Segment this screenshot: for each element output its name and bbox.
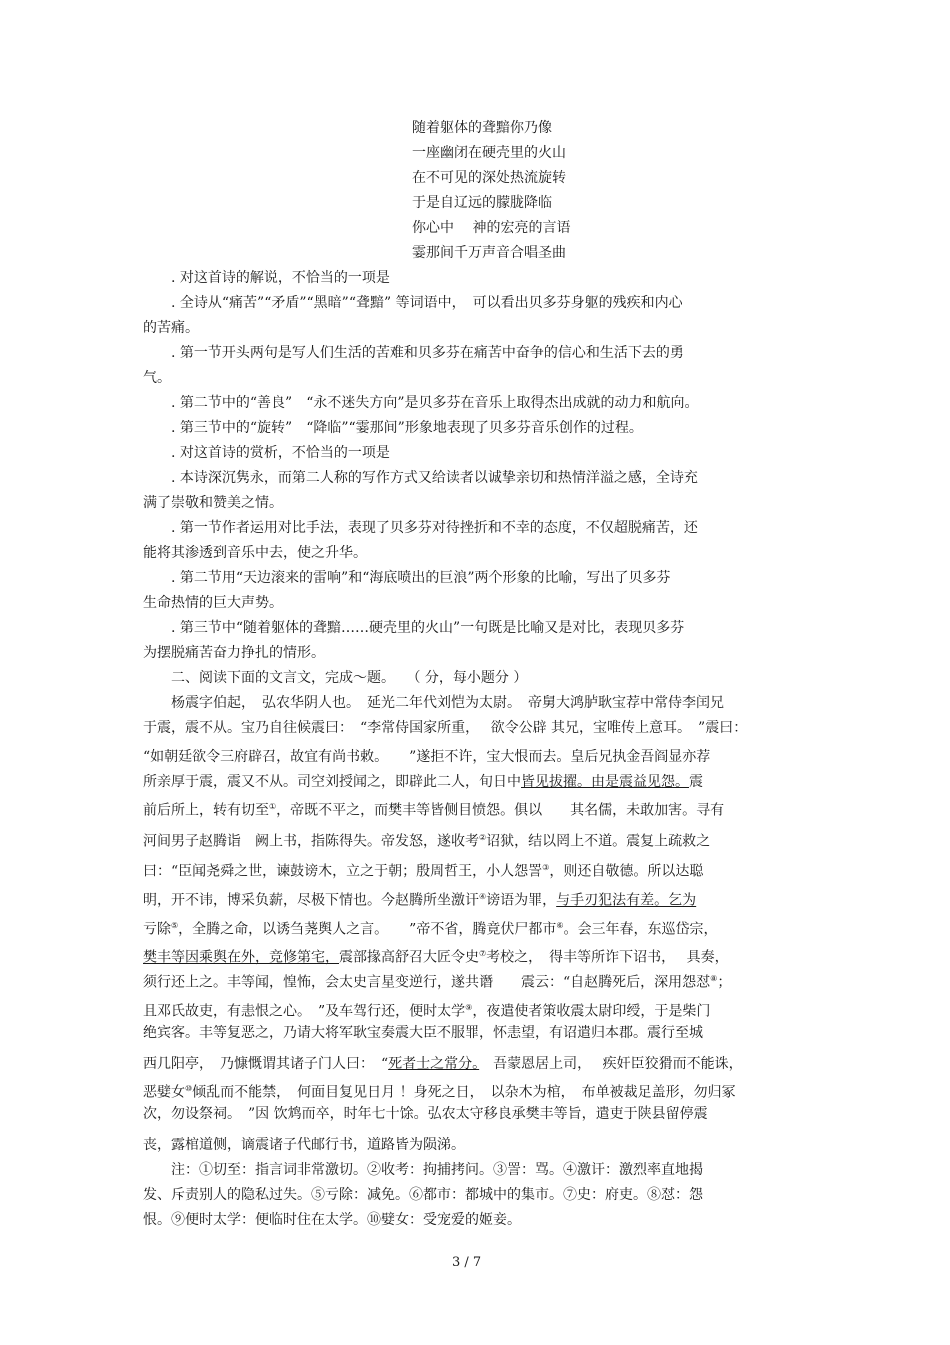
poem-line: 你心中 神的宏亮的言语 (412, 220, 571, 236)
footnote-marker: ⑧ (710, 974, 718, 983)
text-line (143, 887, 696, 911)
text-line: 丧，露棺道侧，谪震诸子代邮行书，道路皆为陨涕。 (143, 1137, 465, 1153)
option-a: . 本诗深沉隽永，而第二人称的写作方式又给读者以诚挚亲切和热情洋溢之感，全诗充 (171, 470, 698, 486)
footnote-marker: ③ (542, 863, 550, 872)
text-span: 亏除 (143, 921, 171, 938)
page-number: 3 / 7 (452, 1255, 482, 1270)
text-span: 恶嬖女 (143, 1084, 185, 1101)
text-line (143, 944, 729, 968)
text-span: 倾乱而不能禁， 何面目复见日月 ！身死之日， 以杂木为棺， 布单被裁足盖形，勿归冢 (192, 1084, 736, 1101)
footnote-marker: ⑥ (556, 921, 564, 930)
note-line: 恨。⑨便时太学：便临时住在太学。⑩嬖女：受宠爱的姬妾。 (143, 1212, 521, 1228)
option-d: . 第三节中的“旋转” “降临”“霎那间”形象地表现了贝多芬音乐创作的过程。 (171, 420, 643, 436)
text-line (143, 1054, 743, 1074)
text-span: 吾蒙恩居上司， 疾奸臣狡猾而不能诛， (479, 1056, 743, 1072)
text-span: 考校之， 得丰等所诈下诏书， 具奏， (486, 949, 729, 966)
option-b: . 第一节开头两句是写人们生活的苦难和贝多芬在痛苦中奋争的信心和生活下去的勇 (171, 345, 684, 361)
text-span: ； (717, 974, 732, 991)
text-line (143, 858, 703, 882)
footnote-marker: ⑦ (479, 949, 487, 958)
option-d-cont: 为摆脱痛苦奋力挣扎的情形。 (143, 645, 325, 661)
text-span: 河间男子赵腾诣 阙上书，指陈得失。帝发怒，遂收考 (143, 833, 479, 850)
footnote-marker: ① (269, 802, 277, 811)
text-line (143, 797, 724, 821)
footnote-marker: ④ (479, 892, 487, 901)
option-d: . 第三节中“随着躯体的聋黯……硬壳里的火山”一句既是比喻又是对比，表现贝多芬 (171, 620, 685, 636)
option-b: . 第一节作者运用对比手法，表现了贝多芬对待挫折和不幸的态度，不仅超脱痛苦，还 (171, 520, 698, 536)
poem-line: 随着躯体的聋黯你乃像 (412, 120, 552, 136)
text-span: 曰：“臣闻尧舜之世，谏鼓谤木，立之于朝；殷周哲王，小人怨詈 (143, 863, 543, 880)
underlined-sentence: 皆见拔擢。由是震益见怨。 (521, 774, 689, 790)
text-span: 须行还上之。丰等闻，惶怖，会太史言星变逆行，遂共谮 震云：“自赵腾死后，深用怨怼 (143, 974, 711, 991)
underlined-sentence: 与手刃犯法有差。乞为 (556, 892, 697, 909)
text-line: “如朝廷欲令三府辟召，故宜有尚书敕。 ”遂拒不许，宝大恨而去。皇后兄执金吾阎显亦荐 (143, 749, 711, 765)
footnote-marker: ⑩ (185, 1084, 193, 1093)
option-c-cont: 生命热情的巨大声势。 (143, 595, 283, 611)
text-span: 且邓氏故吏，有恚恨之心。 ”及车驾行还，便时太学 (143, 1003, 466, 1020)
text-line: 杨震字伯起， 弘农华阴人也。 延光二年代刘恺为太尉。 帝舅大鸿胪耿宝荐中常侍李闰兄 (171, 695, 724, 711)
option-a: . 全诗从“痛苦”“矛盾”“黑暗”“聋黯” 等词语中， 可以看出贝多芬身躯的残疾和内心 (171, 295, 683, 311)
underlined-sentence: 樊丰等因乘舆在外，竞修第宅， (143, 949, 339, 966)
option-c: . 第二节中的“善良” “永不迷失方向”是贝多芬在音乐上取得杰出成就的动力和航向。 (171, 395, 699, 411)
text-span: 所亲厚于震，震又不从。司空刘授闻之，即辟此二人，旬日中 (143, 774, 521, 790)
text-line (143, 916, 718, 940)
text-line (143, 998, 710, 1022)
section-heading: 二、阅读下面的文言文，完成～题。 （ 分，每小题分 ） (171, 670, 528, 686)
text-span: ，全腾之命，以诱刍荛舆人之言。 ”帝不省，腾竟伏尸都市 (178, 921, 557, 938)
text-line (143, 772, 703, 792)
text-span: ，则还自敬德。所以达聪 (549, 863, 704, 880)
text-span: ，帝既不平之，而樊丰等皆侧目愤怨。俱以 其名儒，未敢加害。寻有 (276, 802, 725, 819)
question-stem: . 对这首诗的赏析，不恰当的一项是 (171, 445, 390, 461)
option-a-cont: 的苦痛。 (143, 320, 199, 336)
text-line (143, 828, 710, 852)
footnote-marker: ⑨ (465, 1003, 473, 1012)
text-span: 震 (689, 774, 703, 790)
footnote-marker: ② (479, 833, 487, 842)
text-span: ，夜遣使者策收震太尉印绶，于是柴门 (472, 1003, 711, 1020)
text-line: 于震，震不从。宝乃自往候震曰： “李常侍国家所重， 欲令公辟 其兄，宝唯传上意耳。 ”震曰： (143, 720, 748, 736)
text-span: 。会三年春，东巡岱宗， (563, 921, 718, 938)
text-line (143, 1079, 736, 1103)
question-stem: . 对这首诗的解说，不恰当的一项是 (171, 270, 390, 286)
text-span: 谤语为罪， (486, 892, 557, 909)
option-b-cont: 能将其渗透到音乐中去，使之升华。 (143, 545, 367, 561)
option-c: . 第二节用“天边滚来的雷响”和“海底喷出的巨浪”两个形象的比喻，写出了贝多芬 (171, 570, 671, 586)
text-span: 诏狱，结以罔上不道。震复上疏救之 (486, 833, 711, 850)
option-a-cont: 满了崇敬和赞美之情。 (143, 495, 283, 511)
note-line: 发、斥责别人的隐私过失。⑤亏除：减免。⑥都市：都城中的集市。⑦史：府吏。⑧怼：怨 (143, 1187, 703, 1203)
poem-line: 在不可见的深处热流旋转 (412, 170, 566, 186)
text-span: 西几阳亭， 乃慷慨谓其诸子门人曰： “ (143, 1056, 389, 1072)
option-b-cont: 气。 (143, 370, 171, 386)
text-line: 次，勿设祭祠。 ”因 饮鸩而卒，时年七十馀。弘农太守移良承樊丰等旨，遣吏于陕县留停震 (143, 1106, 708, 1122)
text-line (143, 969, 731, 993)
text-line: 绝宾客。丰等复恶之，乃请大将军耿宝奏震大臣不服罪，怀恚望，有诏遣归本郡。震行至城 (143, 1025, 703, 1041)
underlined-sentence: 死者士之常分。 (388, 1056, 480, 1072)
text-span: 前后所上，转有切至 (143, 802, 269, 819)
note-line: 注：①切至：指言词非常激切。②收考：拘捕拷问。③詈：骂。④激讦：激烈率直地揭 (171, 1162, 703, 1178)
poem-line: 一座幽闭在硬壳里的火山 (412, 145, 566, 161)
footnote-marker: ⑤ (171, 921, 179, 930)
poem-line: 霎那间千万声音合唱圣曲 (412, 245, 566, 261)
text-span: 明，开不讳，博采负薪，尽极下情也。今赵腾所坐激讦 (143, 892, 479, 909)
poem-line: 于是自辽远的朦胧降临 (412, 195, 552, 211)
text-span: 震部掾高舒召大匠令史 (339, 949, 479, 966)
